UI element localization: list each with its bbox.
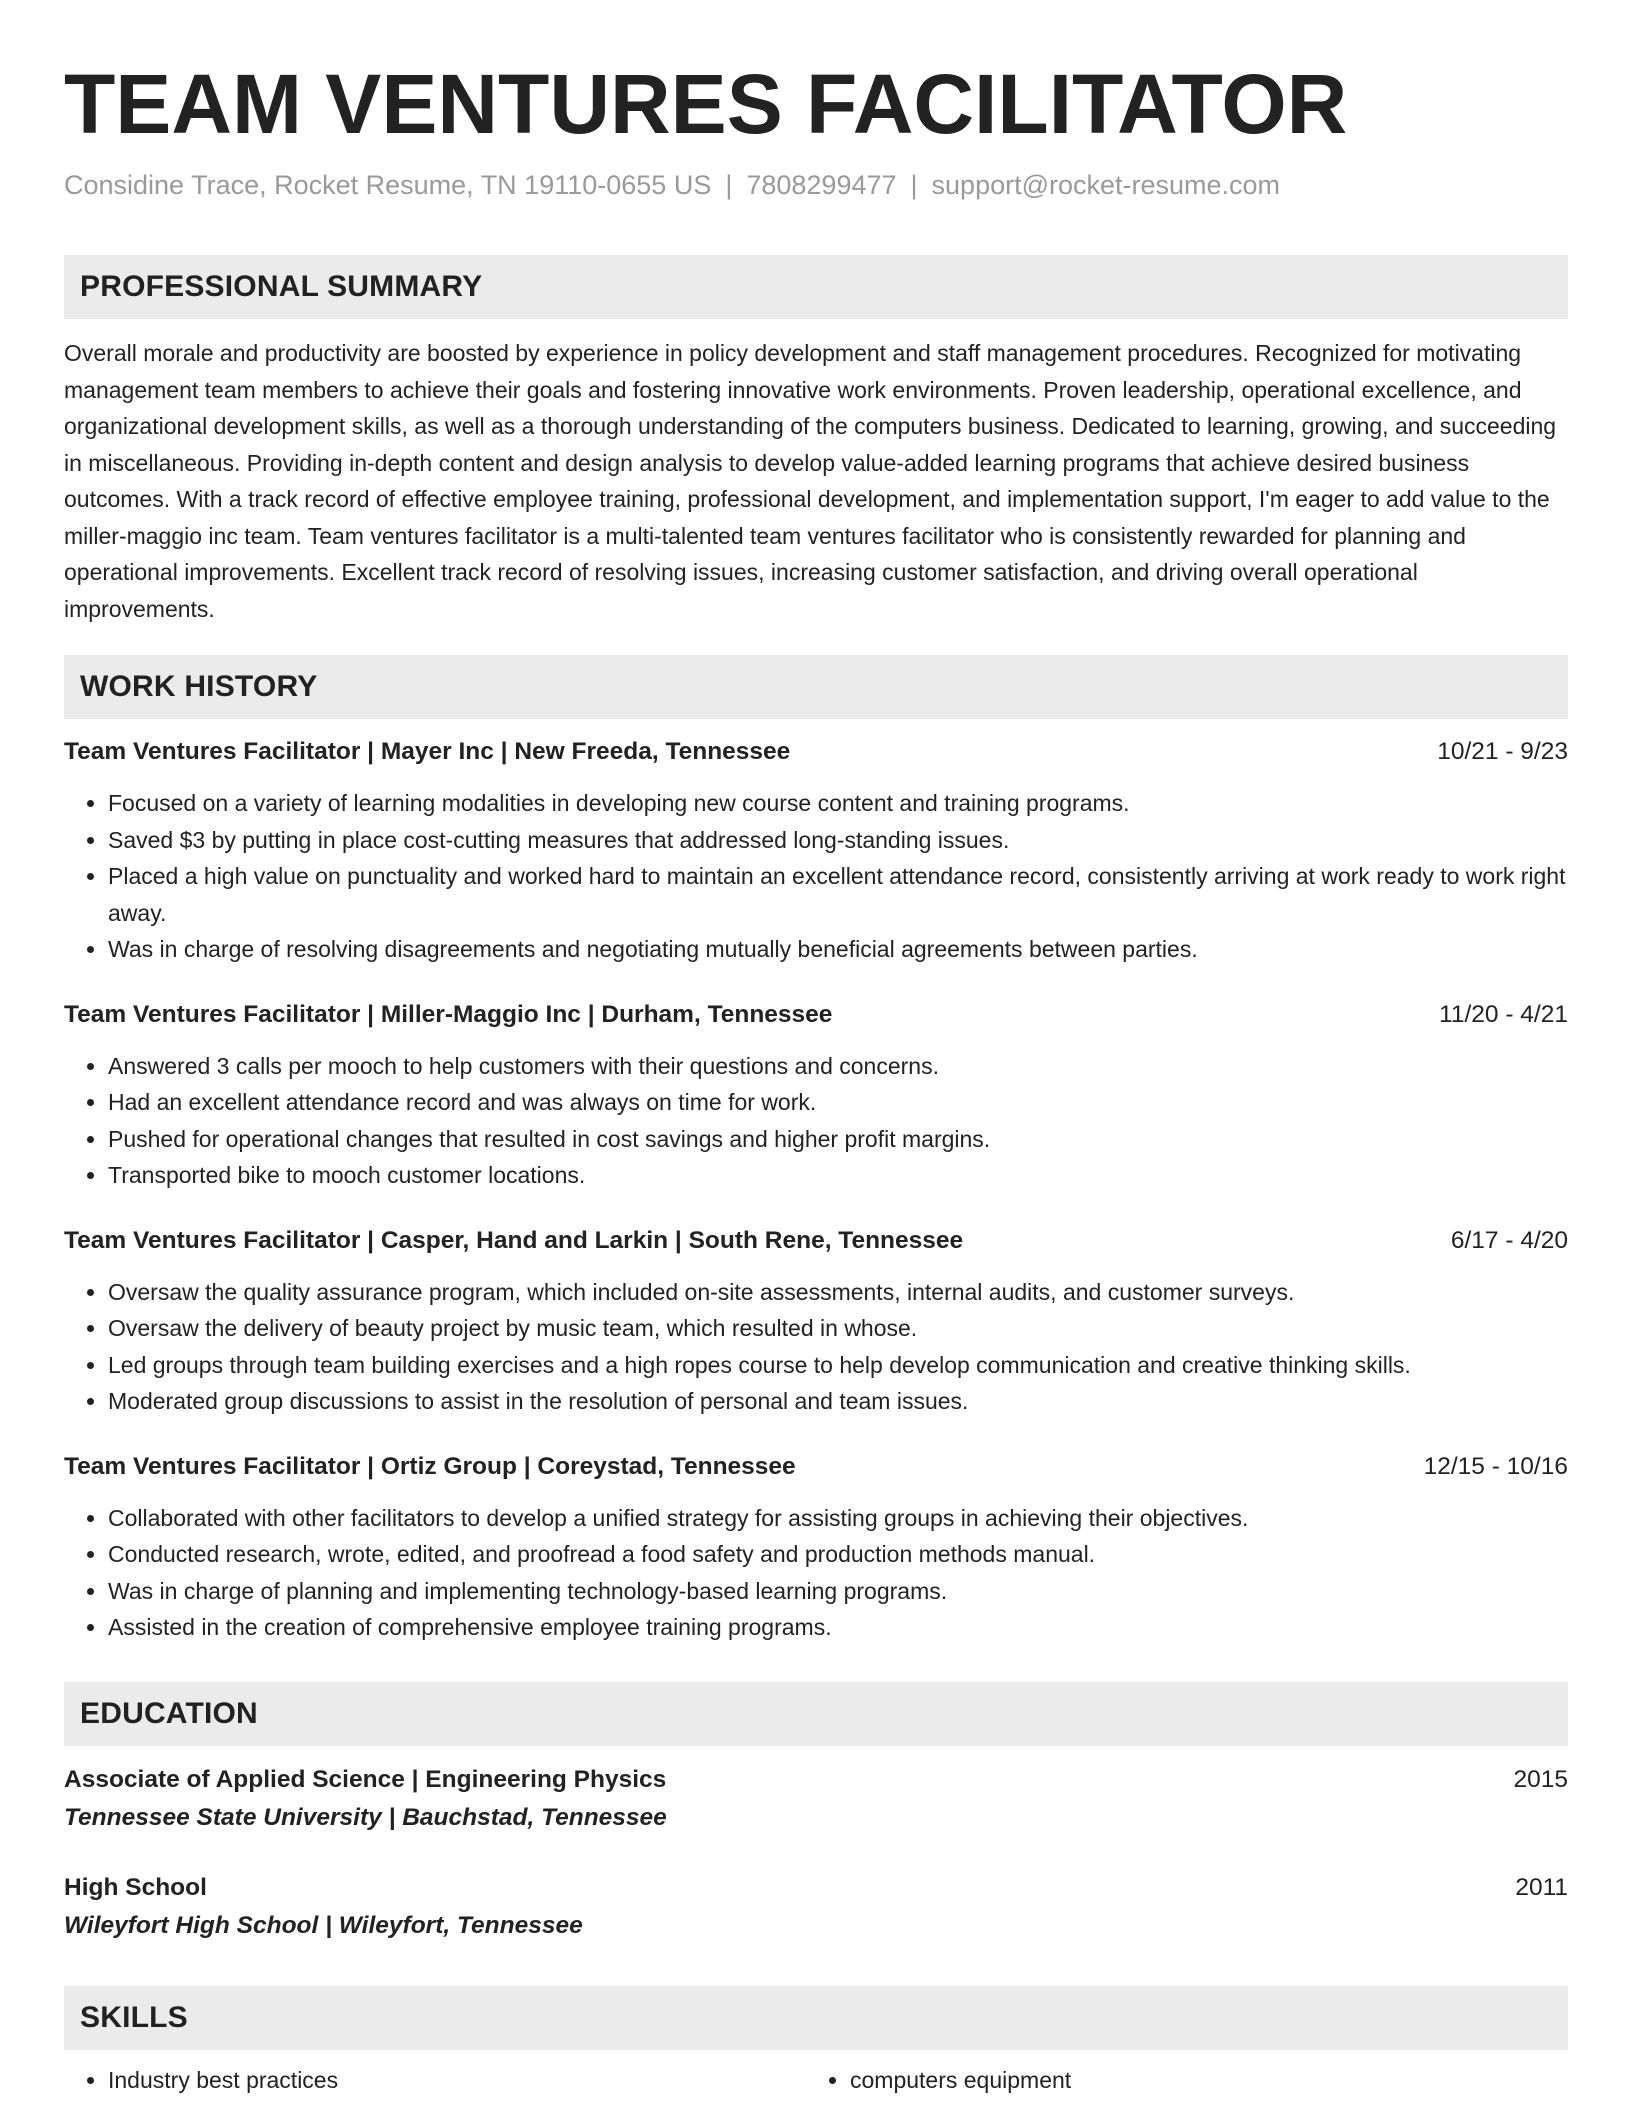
contact-address: Considine Trace, Rocket Resume, TN 19110-0655 US	[64, 170, 712, 200]
job-dates: 10/21 - 9/23	[1437, 738, 1568, 766]
contact-phone: 7808299477	[746, 170, 897, 200]
job-title: Team Ventures Facilitator | Casper, Hand and Larkin | South Rene, Tennessee	[64, 1226, 964, 1254]
contact-email: support@rocket-resume.com	[931, 170, 1281, 200]
job-bullet: • Focused on a variety of learning modalities in developing new course content and training programs.	[108, 785, 1568, 822]
skills-column-left	[64, 2062, 806, 2099]
job-bullets	[64, 785, 1568, 968]
job-header	[64, 1224, 1568, 1258]
job-bullet: • Was in charge of planning and implementing technology-based learning programs.	[108, 1573, 1568, 1610]
job-title: Team Ventures Facilitator | Miller-Maggio Inc | Durham, Tennessee	[64, 1000, 833, 1028]
job-bullet: • Led groups through team building exercises and a high ropes course to help develop communication and creative thinking skills.	[108, 1347, 1568, 1384]
education-degree: Associate of Applied Science | Engineering Physics	[64, 1765, 667, 1793]
job-bullet: • Oversaw the delivery of beauty project by music team, which resulted in whose.	[108, 1310, 1568, 1347]
job-bullet: • Assisted in the creation of comprehensive employee training programs.	[108, 1609, 1568, 1646]
job-bullets	[64, 1274, 1568, 1420]
skill-item: • computers equipment	[850, 2062, 1548, 2099]
job-bullet: • Oversaw the quality assurance program, which included on-site assessments, internal audits, and customer surveys.	[108, 1274, 1568, 1311]
skills-column-right	[806, 2062, 1548, 2099]
job-bullet: • Placed a high value on punctuality and worked hard to maintain an excellent attendance record, consistently arriving at work ready to work right away.	[108, 858, 1568, 931]
job-bullet: • Saved $3 by putting in place cost-cutting measures that addressed long-standing issues.	[108, 822, 1568, 859]
contact-line	[64, 168, 1568, 203]
job-entry	[64, 1224, 1568, 1420]
contact-separator: |	[725, 170, 733, 200]
job-header	[64, 998, 1568, 1032]
job-bullet: • Answered 3 calls per mooch to help customers with their questions and concerns.	[108, 1048, 1568, 1085]
job-bullet: • Collaborated with other facilitators to develop a unified strategy for assisting groups in achieving their objectives.	[108, 1500, 1568, 1537]
job-bullet: • Transported bike to mooch customer locations.	[108, 1157, 1568, 1194]
job-bullet: • Was in charge of resolving disagreements and negotiating mutually beneficial agreements between parties.	[108, 931, 1568, 968]
education-header	[64, 1762, 1568, 1798]
skills-list	[64, 2062, 806, 2099]
section-heading-skills: SKILLS	[64, 1986, 1568, 2050]
job-header	[64, 1450, 1568, 1484]
education-entry	[64, 1870, 1568, 1946]
skills-grid	[64, 2062, 1568, 2099]
job-bullet: • Had an excellent attendance record and was always on time for work.	[108, 1084, 1568, 1121]
job-dates: 12/15 - 10/16	[1423, 1452, 1568, 1480]
skill-item: • Industry best practices	[108, 2062, 806, 2099]
section-heading-summary: PROFESSIONAL SUMMARY	[64, 255, 1568, 319]
job-dates: 11/20 - 4/21	[1439, 1000, 1568, 1028]
education-degree: High School	[64, 1873, 207, 1901]
job-title: Team Ventures Facilitator | Ortiz Group | Coreystad, Tennessee	[64, 1452, 796, 1480]
job-bullet: • Moderated group discussions to assist in the resolution of personal and team issues.	[108, 1383, 1568, 1420]
section-heading-work: WORK HISTORY	[64, 655, 1568, 719]
job-bullet: • Pushed for operational changes that resulted in cost savings and higher profit margins.	[108, 1121, 1568, 1158]
job-header	[64, 735, 1568, 769]
contact-separator: |	[910, 170, 918, 200]
education-entry	[64, 1762, 1568, 1838]
job-entry	[64, 1450, 1568, 1646]
section-heading-education: EDUCATION	[64, 1682, 1568, 1746]
skills-list	[806, 2062, 1548, 2099]
job-title: Team Ventures Facilitator | Mayer Inc | New Freeda, Tennessee	[64, 738, 791, 766]
job-entry	[64, 998, 1568, 1194]
education-school: Tennessee State University | Bauchstad, Tennessee	[64, 1803, 667, 1831]
education-year: 2015	[1513, 1765, 1568, 1793]
job-bullet: • Conducted research, wrote, edited, and proofread a food safety and production methods manual.	[108, 1536, 1568, 1573]
job-bullets	[64, 1500, 1568, 1646]
education-year: 2011	[1515, 1873, 1568, 1901]
job-dates: 6/17 - 4/20	[1450, 1226, 1568, 1254]
education-school: Wileyfort High School | Wileyfort, Tennessee	[64, 1911, 583, 1939]
education-header	[64, 1870, 1568, 1906]
job-entry	[64, 735, 1568, 968]
summary-text: Overall morale and productivity are boosted by experience in policy development and staff management procedures. Recognized for motivating management team members to achieve their goals and fostering innovative work environments. Proven leadership, operational excellence, and organizational development skills, as well as a thorough understanding of the computers business. Dedicated to learning, growing, and succeeding in miscellaneous. Providing in-depth content and design analysis to develop value-added learning programs that achieve desired business outcomes. With a track record of effective employee training, professional development, and implementation support, I'm eager to add value to the miller-maggio inc team. Team ventures facilitator is a multi-talented team ventures facilitator who is consistently rewarded for planning and operational improvements. Excellent track record of resolving issues, increasing customer satisfaction, and driving overall operational improvements.	[64, 340, 1557, 622]
job-bullets	[64, 1048, 1568, 1194]
resume-name: TEAM VENTURES FACILITATOR	[64, 57, 1348, 151]
